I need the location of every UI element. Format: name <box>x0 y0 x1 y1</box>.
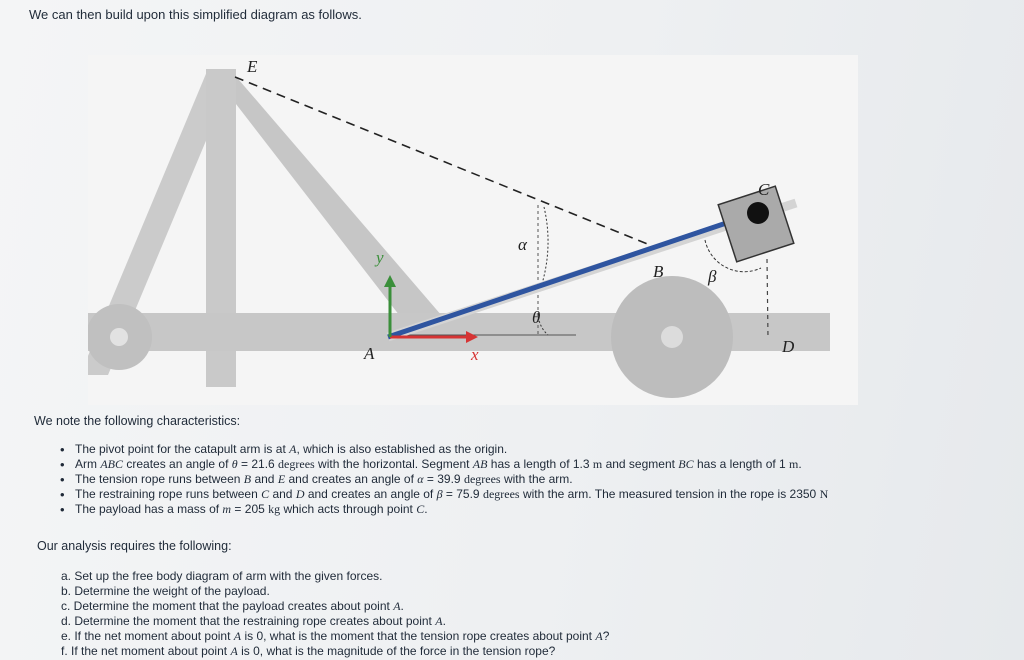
list-item <box>58 472 828 487</box>
text-run: The restraining rope runs between <box>75 487 262 501</box>
text-run: with the arm. The measured tension in the rope is 2350 <box>519 487 820 501</box>
list-item <box>58 457 828 472</box>
notes-heading: We note the following characteristics: <box>34 414 241 428</box>
text-run: is 0, what is the magnitude of the force in the tension rope? <box>237 644 556 658</box>
math-symbol: C <box>416 502 425 516</box>
label-beta: β <box>708 267 717 286</box>
text-run: . <box>442 614 446 628</box>
text-run: . <box>424 502 428 516</box>
label-a: A <box>364 344 375 363</box>
text-run: and creates an angle of <box>304 487 437 501</box>
intro-text: We can then build upon this simplified diagram as follows. <box>29 7 362 22</box>
label-c: C <box>758 180 770 199</box>
text-run: b. Determine the weight of the payload. <box>61 584 270 598</box>
math-symbol: AB <box>472 457 488 471</box>
text-run: which acts through point <box>280 502 417 516</box>
math-symbol: A <box>233 629 242 643</box>
text-run: = 205 <box>231 502 269 516</box>
question-item <box>61 644 609 659</box>
unit-label: m <box>592 457 603 471</box>
question-item <box>61 599 609 614</box>
text-run: . <box>400 599 404 613</box>
math-symbol: B <box>243 472 252 486</box>
math-symbol: E <box>277 472 286 486</box>
left-wheel-hub <box>110 328 128 346</box>
text-run: and <box>269 487 296 501</box>
requirements-heading: Our analysis requires the following: <box>37 539 232 553</box>
text-run: c. Determine the moment that the payload creates about point <box>61 599 394 613</box>
label-y: y <box>376 248 384 267</box>
text-run: is 0, what is the moment that the tension rope creates about point <box>241 629 596 643</box>
math-symbol: α <box>417 472 424 486</box>
text-run: = 21.6 <box>237 457 279 471</box>
text-run: . <box>798 457 802 471</box>
label-x: x <box>471 345 479 364</box>
unit-label: kg <box>268 502 281 516</box>
math-symbol: A <box>393 599 401 613</box>
text-run: The tension rope runs between <box>75 472 244 486</box>
text-run: e. If the net moment about point <box>61 629 234 643</box>
list-item <box>58 487 828 502</box>
unit-label: m <box>789 457 799 471</box>
question-item <box>61 584 609 599</box>
text-run: with the horizontal. Segment <box>314 457 473 471</box>
math-symbol: BC <box>678 457 694 471</box>
math-symbol: β <box>436 487 443 501</box>
text-run: The payload has a mass of <box>75 502 223 516</box>
math-symbol: m <box>222 502 232 516</box>
question-item <box>61 614 609 629</box>
text-run: has a length of 1 <box>693 457 790 471</box>
text-run: = 75.9 <box>442 487 483 501</box>
text-run: with the arm. <box>500 472 573 486</box>
list-item <box>58 442 828 457</box>
math-symbol: A <box>595 629 603 643</box>
list-item <box>58 502 828 517</box>
label-alpha: α <box>518 235 527 254</box>
text-run: a. Set up the free body diagram of arm with the given forces. <box>61 569 383 583</box>
text-run: = 39.9 <box>423 472 464 486</box>
text-run: and segment <box>602 457 679 471</box>
label-theta: θ <box>532 308 541 327</box>
question-item <box>61 569 609 584</box>
text-run: , which is also established as the origin. <box>296 442 508 456</box>
text-run: The pivot point for the catapult arm is at <box>75 442 290 456</box>
text-run: and <box>251 472 278 486</box>
math-symbol: D <box>295 487 305 501</box>
label-b: B <box>653 262 664 281</box>
question-item <box>61 629 609 644</box>
math-symbol: ABC <box>100 457 124 471</box>
text-run: creates an angle of <box>123 457 232 471</box>
unit-label: degrees <box>482 487 520 501</box>
catapult-diagram <box>88 55 858 405</box>
text-run: Arm <box>75 457 101 471</box>
math-symbol: A <box>289 442 297 456</box>
text-run: and creates an angle of <box>285 472 418 486</box>
unit-label: degrees <box>278 457 315 471</box>
characteristics-list <box>58 442 828 517</box>
label-e: E <box>247 57 258 76</box>
text-run: d. Determine the moment that the restraining rope creates about point <box>61 614 436 628</box>
text-run: ? <box>602 629 610 643</box>
math-symbol: C <box>261 487 270 501</box>
text-run: f. If the net moment about point <box>61 644 231 658</box>
unit-label: N <box>819 487 829 501</box>
payload-mass <box>747 202 769 224</box>
math-symbol: A <box>230 644 238 658</box>
math-symbol: A <box>435 614 443 628</box>
math-symbol: θ <box>231 457 238 471</box>
label-d: D <box>782 337 795 356</box>
right-wheel-hub <box>661 326 683 348</box>
text-run: has a length of 1.3 <box>487 457 593 471</box>
questions-list <box>61 569 609 659</box>
unit-label: degrees <box>463 472 501 486</box>
